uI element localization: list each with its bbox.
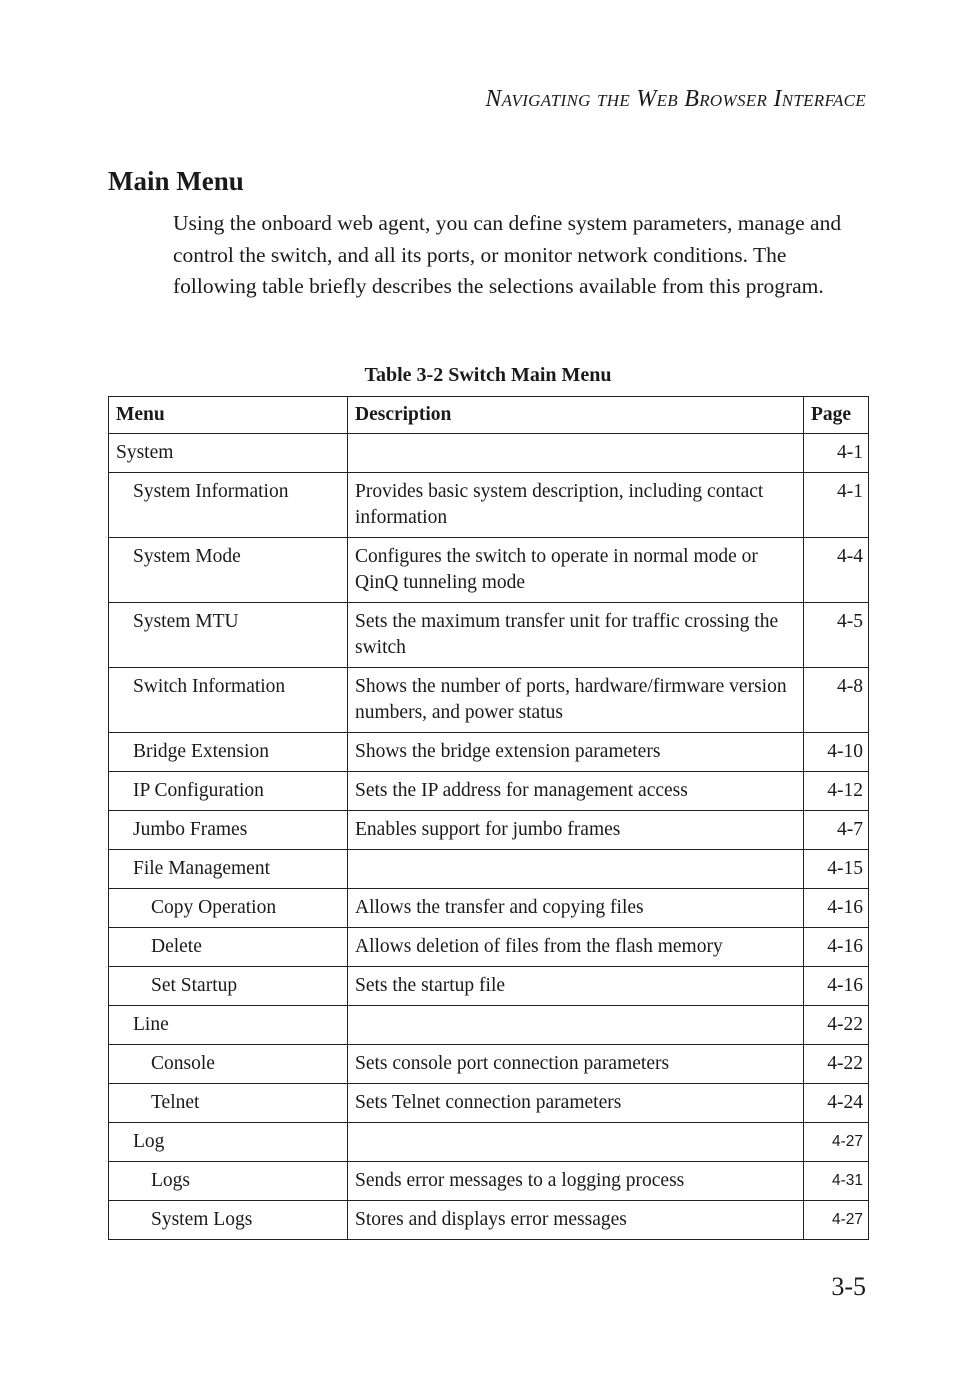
menu-cell: Logs xyxy=(109,1162,348,1201)
table-row xyxy=(109,603,869,668)
description-cell xyxy=(348,1123,804,1162)
menu-cell: Copy Operation xyxy=(109,889,348,928)
menu-cell: Line xyxy=(109,1006,348,1045)
menu-cell: Telnet xyxy=(109,1084,348,1123)
header-page: Page xyxy=(804,397,869,434)
table-row xyxy=(109,928,869,967)
menu-cell: IP Configuration xyxy=(109,772,348,811)
page-cell: 4-22 xyxy=(804,1006,869,1045)
page-cell: 4-16 xyxy=(804,928,869,967)
description-cell: Sets Telnet connection parameters xyxy=(348,1084,804,1123)
menu-cell: Jumbo Frames xyxy=(109,811,348,850)
menu-cell: System Information xyxy=(109,473,348,538)
table-row xyxy=(109,1084,869,1123)
description-cell xyxy=(348,850,804,889)
page-cell: 4-12 xyxy=(804,772,869,811)
page-cell: 4-31 xyxy=(804,1162,869,1201)
table-row xyxy=(109,811,869,850)
table-header-row xyxy=(109,397,869,434)
description-cell: Stores and displays error messages xyxy=(348,1201,804,1240)
menu-cell: Console xyxy=(109,1045,348,1084)
menu-cell: Bridge Extension xyxy=(109,733,348,772)
table-row xyxy=(109,1045,869,1084)
page-cell: 4-4 xyxy=(804,538,869,603)
table-row xyxy=(109,1162,869,1201)
table-row xyxy=(109,434,869,473)
switch-main-menu-table xyxy=(108,396,869,1240)
page-cell: 4-7 xyxy=(804,811,869,850)
table-row xyxy=(109,473,869,538)
description-cell: Allows the transfer and copying files xyxy=(348,889,804,928)
description-cell: Configures the switch to operate in normal mode or QinQ tunneling mode xyxy=(348,538,804,603)
page-cell: 4-1 xyxy=(804,434,869,473)
description-cell: Sets the maximum transfer unit for traffic crossing the switch xyxy=(348,603,804,668)
description-cell xyxy=(348,1006,804,1045)
table-row xyxy=(109,1201,869,1240)
page-cell: 4-22 xyxy=(804,1045,869,1084)
page-cell: 4-1 xyxy=(804,473,869,538)
description-cell: Enables support for jumbo frames xyxy=(348,811,804,850)
page-cell: 4-27 xyxy=(804,1201,869,1240)
page-cell: 4-8 xyxy=(804,668,869,733)
page-number: 3-5 xyxy=(831,1272,866,1301)
header-menu: Menu xyxy=(109,397,348,434)
menu-cell: System xyxy=(109,434,348,473)
page-cell: 4-10 xyxy=(804,733,869,772)
table-row xyxy=(109,1006,869,1045)
page-cell: 4-16 xyxy=(804,967,869,1006)
description-cell: Sets the IP address for management access xyxy=(348,772,804,811)
section-title: Main Menu xyxy=(108,166,244,196)
table-row xyxy=(109,889,869,928)
menu-cell: System MTU xyxy=(109,603,348,668)
page-cell: 4-24 xyxy=(804,1084,869,1123)
description-cell: Allows deletion of files from the flash memory xyxy=(348,928,804,967)
description-cell: Provides basic system description, including contact information xyxy=(348,473,804,538)
description-cell: Sends error messages to a logging process xyxy=(348,1162,804,1201)
description-cell: Shows the bridge extension parameters xyxy=(348,733,804,772)
table-row xyxy=(109,668,869,733)
table-row xyxy=(109,1123,869,1162)
menu-cell: System Logs xyxy=(109,1201,348,1240)
description-cell: Sets console port connection parameters xyxy=(348,1045,804,1084)
menu-cell: Set Startup xyxy=(109,967,348,1006)
running-header: Navigating the Web Browser Interface xyxy=(485,86,866,112)
table-row xyxy=(109,538,869,603)
page-cell: 4-15 xyxy=(804,850,869,889)
header-description: Description xyxy=(348,397,804,434)
menu-cell: Delete xyxy=(109,928,348,967)
description-cell: Shows the number of ports, hardware/firmware version numbers, and power status xyxy=(348,668,804,733)
page-cell: 4-5 xyxy=(804,603,869,668)
page-cell: 4-27 xyxy=(804,1123,869,1162)
table-caption: Table 3-2 Switch Main Menu xyxy=(364,364,612,386)
table-row xyxy=(109,850,869,889)
table-row xyxy=(109,967,869,1006)
description-cell xyxy=(348,434,804,473)
table-row xyxy=(109,772,869,811)
intro-paragraph: Using the onboard web agent, you can define system parameters, manage and control the switch, and all its ports, or monitor network conditions. The following table briefly describes the selections available from this program. xyxy=(173,211,842,298)
menu-cell: Switch Information xyxy=(109,668,348,733)
table-row xyxy=(109,733,869,772)
page-cell: 4-16 xyxy=(804,889,869,928)
menu-cell: File Management xyxy=(109,850,348,889)
description-cell: Sets the startup file xyxy=(348,967,804,1006)
menu-cell: Log xyxy=(109,1123,348,1162)
menu-cell: System Mode xyxy=(109,538,348,603)
